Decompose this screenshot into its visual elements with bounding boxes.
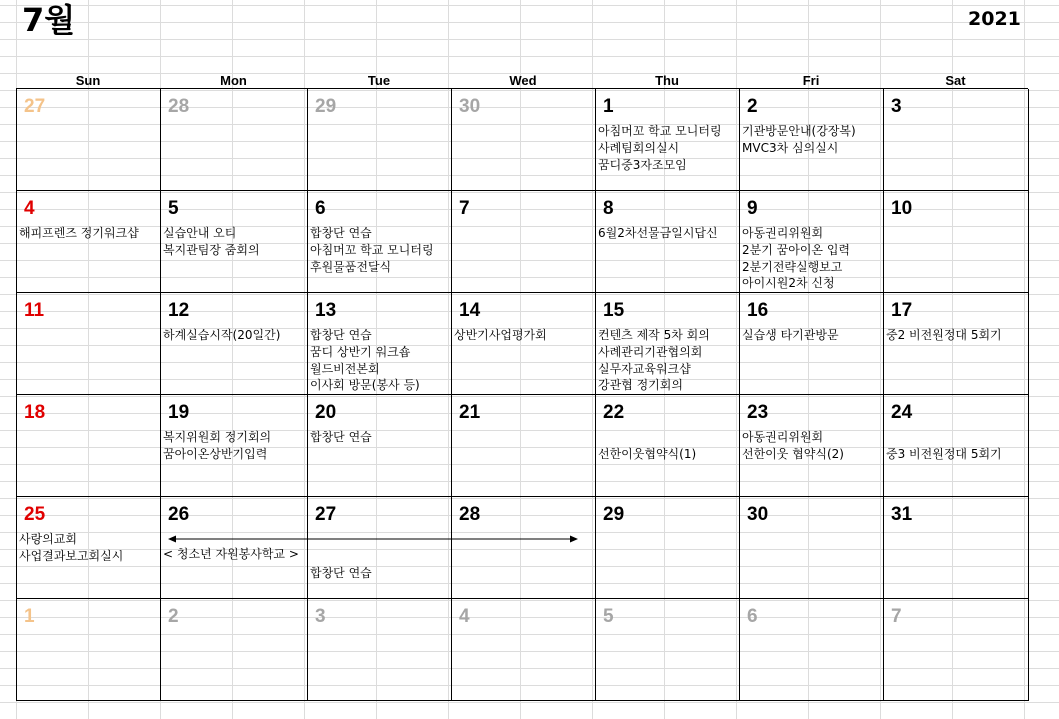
day-number: 15	[603, 300, 625, 321]
event-item[interactable]: 복지관팀장 줌회의	[163, 242, 260, 257]
day-number: 19	[168, 402, 190, 423]
day-number: 2	[168, 606, 179, 627]
event-item[interactable]	[886, 429, 1028, 446]
event-item[interactable]: 하계실습시작(20일간)	[163, 328, 281, 342]
event-item[interactable]: 합창단 연습	[310, 328, 372, 342]
event-list	[742, 225, 883, 292]
event-item[interactable]: 2분기전략실행보고	[742, 259, 843, 274]
event-item[interactable]: 사업결과보고회실시	[19, 548, 124, 563]
event-item[interactable]: 꿈디중3자조모임	[598, 157, 687, 172]
day-cell[interactable]	[596, 89, 740, 191]
day-cell[interactable]	[161, 599, 308, 701]
day-cell[interactable]	[17, 497, 161, 599]
day-cell[interactable]	[884, 191, 1029, 293]
day-cell[interactable]	[452, 497, 596, 599]
day-number: 29	[315, 96, 337, 117]
day-cell[interactable]	[17, 293, 161, 395]
event-item[interactable]: 아침머꼬 학교 모니터링	[598, 124, 722, 138]
day-cell[interactable]	[740, 599, 884, 701]
day-number: 27	[315, 504, 337, 525]
day-number: 26	[168, 504, 190, 525]
day-number: 21	[459, 402, 481, 423]
event-list	[598, 225, 739, 242]
event-item[interactable]: 중2 비전원정대 5회기	[886, 328, 1002, 342]
day-number: 4	[24, 198, 35, 219]
event-item[interactable]: 2분기 꿈아이온 입력	[742, 242, 851, 257]
day-cell[interactable]	[452, 89, 596, 191]
event-item[interactable]: 아동권리위원회	[742, 430, 824, 444]
event-item[interactable]: 아이시원2차 신청	[742, 276, 835, 291]
event-item[interactable]: 강관협 정기회의	[598, 378, 683, 393]
day-number: 14	[459, 300, 481, 321]
day-number: 7	[459, 198, 470, 219]
day-cell[interactable]	[884, 497, 1029, 599]
event-item[interactable]: 중3 비전원정대 5회기	[886, 446, 1002, 461]
event-list	[886, 429, 1028, 463]
event-item[interactable]: 월드비전본회	[310, 361, 380, 376]
event-item[interactable]: 6월2차선물금일시답신	[598, 226, 718, 240]
weekday-fri: Fri	[802, 73, 820, 88]
day-cell[interactable]	[596, 293, 740, 395]
day-number: 3	[891, 96, 902, 117]
day-cell[interactable]	[17, 599, 161, 701]
day-cell[interactable]	[161, 395, 308, 497]
day-cell[interactable]	[884, 395, 1029, 497]
event-item[interactable]: 아동권리위원회	[742, 226, 824, 240]
event-list	[886, 327, 1028, 344]
month-title: 7월	[22, 1, 76, 39]
day-cell[interactable]	[308, 191, 452, 293]
day-number: 7	[891, 606, 902, 627]
event-list	[598, 429, 739, 463]
event-item[interactable]: 합창단 연습	[310, 430, 372, 444]
event-item[interactable]: 합창단 연습	[310, 226, 372, 240]
day-cell[interactable]	[884, 89, 1029, 191]
event-list	[598, 327, 739, 394]
day-number: 22	[603, 402, 625, 423]
weekday-thu: Thu	[655, 73, 679, 88]
day-number: 20	[315, 402, 337, 423]
event-item[interactable]: 선한이웃 협약식(2)	[742, 446, 844, 461]
day-number: 16	[747, 300, 769, 321]
day-number: 28	[459, 504, 481, 525]
day-number: 1	[24, 606, 35, 627]
event-item[interactable]: 아침머꼬 학교 모니터링	[310, 242, 434, 257]
day-number: 9	[747, 198, 758, 219]
calendar-grid	[16, 88, 1028, 701]
event-list	[19, 225, 160, 242]
event-item[interactable]: 복지위원회 정기회의	[163, 430, 272, 444]
weekday-sun: Sun	[75, 73, 101, 88]
event-list	[163, 327, 307, 344]
day-number: 31	[891, 504, 913, 525]
day-cell[interactable]	[308, 497, 452, 599]
event-item[interactable]: 선한이웃협약식(1)	[598, 446, 697, 461]
day-cell[interactable]	[17, 191, 161, 293]
day-cell[interactable]	[740, 293, 884, 395]
year-label: 2021	[968, 8, 1021, 30]
day-number: 13	[315, 300, 337, 321]
day-cell[interactable]	[596, 599, 740, 701]
day-cell[interactable]	[161, 191, 308, 293]
event-item[interactable]: 합창단 연습	[310, 565, 372, 580]
event-list	[454, 327, 595, 344]
event-item[interactable]	[310, 548, 451, 565]
day-cell[interactable]	[17, 395, 161, 497]
day-cell[interactable]	[596, 191, 740, 293]
event-item[interactable]: 꿈디 상반기 워크숍	[310, 344, 411, 359]
weekday-mon: Mon	[220, 73, 247, 88]
day-number: 6	[315, 198, 326, 219]
day-number: 29	[603, 504, 625, 525]
event-item[interactable]: 해피프렌즈 정기워크샵	[19, 226, 139, 240]
span-arrow	[168, 533, 578, 545]
event-item[interactable]: 사례관리기관협의회	[598, 344, 703, 359]
day-number: 5	[168, 198, 179, 219]
event-list	[310, 327, 451, 394]
day-number: 27	[24, 96, 46, 117]
day-cell[interactable]	[452, 395, 596, 497]
day-cell[interactable]	[17, 89, 161, 191]
day-number: 6	[747, 606, 758, 627]
event-list	[19, 531, 160, 565]
event-item[interactable]: 후원물품전달식	[310, 259, 392, 274]
day-number: 23	[747, 402, 769, 423]
event-item[interactable]: 실습안내 오티	[163, 226, 237, 240]
event-list	[742, 123, 883, 157]
event-item[interactable]: 실무자교육워크샵	[598, 361, 691, 376]
day-cell[interactable]	[308, 395, 452, 497]
day-number: 8	[603, 198, 614, 219]
event-item[interactable]: 기관방문안내(강장복)	[742, 124, 856, 138]
day-number: 11	[24, 300, 45, 321]
event-item[interactable]	[598, 429, 739, 446]
day-number: 24	[891, 402, 913, 423]
day-number: 18	[24, 402, 46, 423]
event-list	[310, 429, 451, 446]
event-item[interactable]: 사례팀회의실시	[598, 140, 680, 155]
day-cell[interactable]	[452, 191, 596, 293]
event-list	[310, 225, 451, 275]
weekday-tue: Tue	[367, 73, 391, 88]
day-number: 25	[24, 504, 46, 525]
event-list	[163, 429, 307, 463]
day-cell[interactable]	[740, 497, 884, 599]
day-number: 3	[315, 606, 326, 627]
event-item[interactable]: 사랑의교회	[19, 532, 77, 546]
day-cell[interactable]	[308, 599, 452, 701]
event-item[interactable]: 상반기사업평가회	[454, 328, 547, 342]
day-cell[interactable]	[452, 293, 596, 395]
day-cell[interactable]	[740, 89, 884, 191]
day-cell[interactable]	[161, 89, 308, 191]
event-item[interactable]: 컨텐츠 제작 5차 회의	[598, 328, 710, 342]
weekday-header	[16, 72, 1028, 89]
event-list	[163, 225, 307, 259]
day-number: 30	[459, 96, 481, 117]
event-list	[742, 327, 883, 344]
day-cell[interactable]	[161, 293, 308, 395]
weekday-sat: Sat	[945, 73, 966, 88]
weekday-wed: Wed	[509, 73, 537, 88]
day-number: 1	[603, 96, 614, 117]
day-cell[interactable]	[308, 293, 452, 395]
day-number: 17	[891, 300, 913, 321]
day-number: 10	[891, 198, 913, 219]
day-cell[interactable]	[740, 191, 884, 293]
event-item[interactable]: 꿈아이온상반기입력	[163, 446, 268, 461]
event-list	[742, 429, 883, 463]
day-number: 4	[459, 606, 470, 627]
event-item[interactable]: MVC3차 심의실시	[742, 140, 839, 155]
span-event-label: < 청소년 자원봉사학교 >	[163, 547, 299, 561]
day-number: 30	[747, 504, 769, 525]
event-item[interactable]: 이사회 방문(봉사 등)	[310, 378, 420, 393]
day-number: 28	[168, 96, 190, 117]
event-list	[598, 123, 739, 173]
day-cell[interactable]	[452, 599, 596, 701]
day-cell[interactable]	[596, 497, 740, 599]
day-cell[interactable]	[884, 599, 1029, 701]
day-cell[interactable]	[308, 89, 452, 191]
day-number: 5	[603, 606, 614, 627]
day-number: 2	[747, 96, 758, 117]
event-item[interactable]: 실습생 타기관방문	[742, 328, 839, 342]
day-cell[interactable]	[596, 395, 740, 497]
day-cell[interactable]	[740, 395, 884, 497]
day-cell[interactable]	[884, 293, 1029, 395]
day-number: 12	[168, 300, 190, 321]
